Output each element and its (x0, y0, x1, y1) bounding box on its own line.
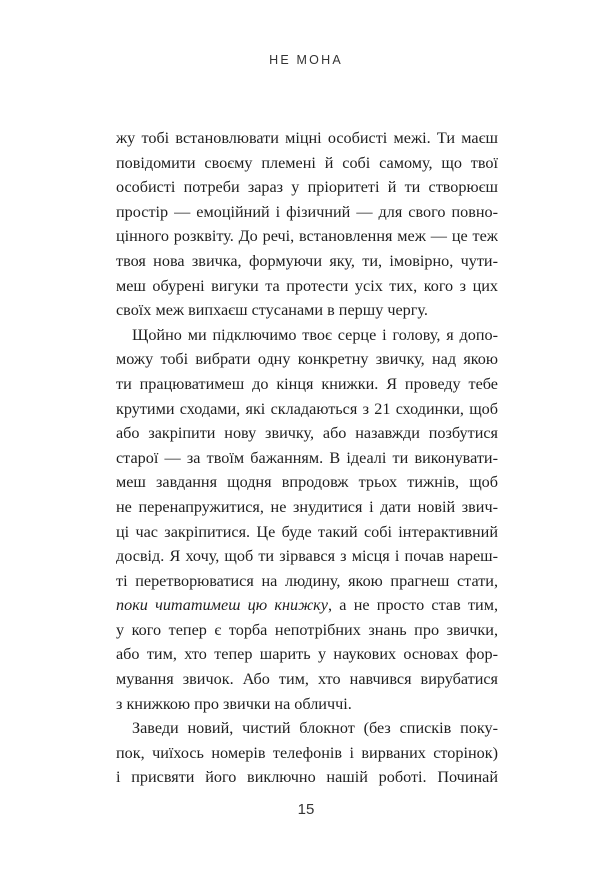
text-run: з книжкою про звички на обличчі. (116, 694, 352, 713)
text-line (116, 249, 498, 274)
text-line (116, 397, 498, 422)
text-line (116, 716, 498, 741)
text-run: старої — за твоїм бажанням. В ідеалі ти виконувати- (116, 448, 498, 467)
text-line (116, 765, 498, 790)
text-line (116, 298, 498, 323)
italic-text: поки читатимеш цю книжку (116, 596, 328, 615)
text-line (116, 347, 498, 372)
text-run: або тим, хто тепер шарить у наукових основах фор- (116, 645, 498, 664)
text-run: ті перетворюватися на людину, якою прагнеш стати, (116, 571, 498, 590)
text-run: у кого тепер є торба непотрібних знань про звички, (116, 620, 498, 639)
text-run: досвід. Я хочу, щоб ти зірвався з місця і почав нареш- (116, 547, 498, 566)
text-line (116, 495, 498, 520)
text-run: жу тобі встановлювати міцні особисті межі. Ти маєш (116, 129, 498, 147)
text-run: мування звичок. Або тим, хто навчився вирубатися (116, 670, 498, 689)
text-run: не перенапружитися, не знудитися і дати новій звич- (116, 497, 498, 516)
text-line (116, 126, 498, 151)
text-line (116, 421, 498, 446)
text-line (116, 544, 498, 569)
text-line (116, 618, 498, 643)
page-number: 15 (297, 801, 315, 818)
text-line (116, 593, 498, 618)
text-run: пок, чиїхось номерів телефонів і вирваних сторінок) (116, 743, 498, 762)
text-run: ці час закріпитися. Це буде такий собі інтерактивний (116, 522, 498, 541)
text-run: повідомити своєму племені й собі самому, що твої (116, 153, 498, 172)
text-line (116, 175, 498, 200)
text-line (116, 692, 498, 717)
text-run: або закріпити нову звичку, або назавжди позбутися (116, 424, 498, 443)
text-run: , а не просто став тим, (327, 596, 498, 615)
text-run: крутими сходами, які складаються з 21 сходинки, щоб (116, 399, 498, 418)
text-run: меш завдання щодня впродовж трьох тижнів, щоб (116, 473, 498, 492)
text-line (116, 642, 498, 667)
text-line (116, 470, 498, 495)
body-text (116, 126, 498, 790)
text-run: своїх меж випхаєш стусанами в першу чергу. (116, 301, 428, 320)
text-line (116, 667, 498, 692)
text-run: і присвяти його виключно нашій роботі. Починай (116, 768, 498, 787)
text-line (116, 446, 498, 471)
text-run: меш обурені вигуки та протести усіх тих, кого з цих (116, 276, 498, 295)
text-run: можу тобі вибрати одну конкретну звичку, над якою (116, 350, 498, 369)
text-line (116, 372, 498, 397)
text-run: простір — емоційний і фізичний — для свого повно- (116, 202, 498, 221)
running-header: НЕ МОНА (269, 53, 343, 67)
text-run: цінного розквіту. До речі, встановлення меж — це теж (116, 227, 498, 246)
text-run: особисті потреби зараз у пріоритеті й ти створюєш (116, 178, 498, 197)
text-line (116, 323, 498, 348)
text-line (116, 224, 498, 249)
text-line (116, 569, 498, 594)
text-run: Щойно ми підключимо твоє серце і голову, я допо- (132, 325, 498, 344)
text-line (116, 741, 498, 766)
text-line (116, 151, 498, 176)
text-line (116, 200, 498, 225)
text-run: твоя нова звичка, формуючи яку, ти, імовірно, чути- (116, 251, 498, 270)
text-line (116, 274, 498, 299)
text-run: ти працюватимеш до кінця книжки. Я проведу тебе (116, 374, 498, 393)
text-run: Заведи новий, чистий блокнот (без списків поку- (132, 719, 498, 738)
text-line (116, 520, 498, 545)
